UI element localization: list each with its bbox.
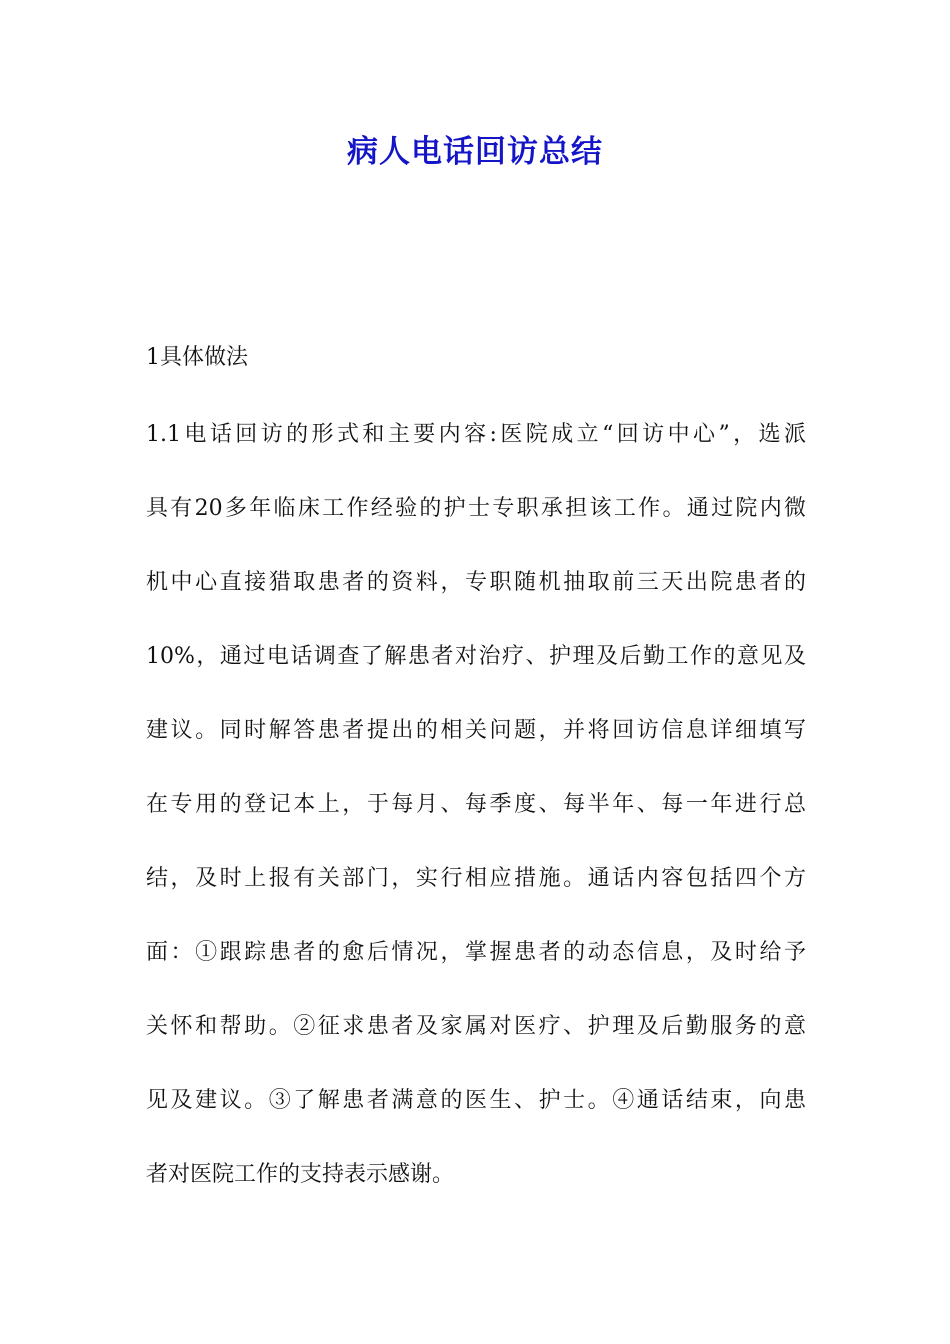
paragraph-line: 建议。同时解答患者提出的相关问题，并将回访信息详细填写 [146,718,806,743]
paragraph-line: 10%，通过电话调查了解患者对治疗、护理及后勤工作的意见及 [146,644,806,669]
paragraph-line: 1.1电话回访的形式和主要内容:医院成立“回访中心”，选派 [146,422,806,447]
paragraph-line: 见及建议。③了解患者满意的医生、护士。④通话结束，向患 [146,1088,806,1113]
section-heading: 1具体做法 [146,345,248,370]
paragraph-line: 面：①跟踪患者的愈后情况，掌握患者的动态信息，及时给予 [146,940,806,965]
paragraph-line: 具有20多年临床工作经验的护士专职承担该工作。通过院内微 [146,496,806,521]
paragraph-line: 结，及时上报有关部门，实行相应措施。通话内容包括四个方 [146,866,806,891]
paragraph-line: 机中心直接猎取患者的资料，专职随机抽取前三天出院患者的 [146,570,806,595]
paragraph-line: 关怀和帮助。②征求患者及家属对医疗、护理及后勤服务的意 [146,1014,806,1039]
paragraph-line: 者对医院工作的支持表示感谢。 [146,1162,455,1187]
paragraph-line: 在专用的登记本上，于每月、每季度、每半年、每一年进行总 [146,792,806,817]
document-title: 病人电话回访总结 [347,134,603,170]
